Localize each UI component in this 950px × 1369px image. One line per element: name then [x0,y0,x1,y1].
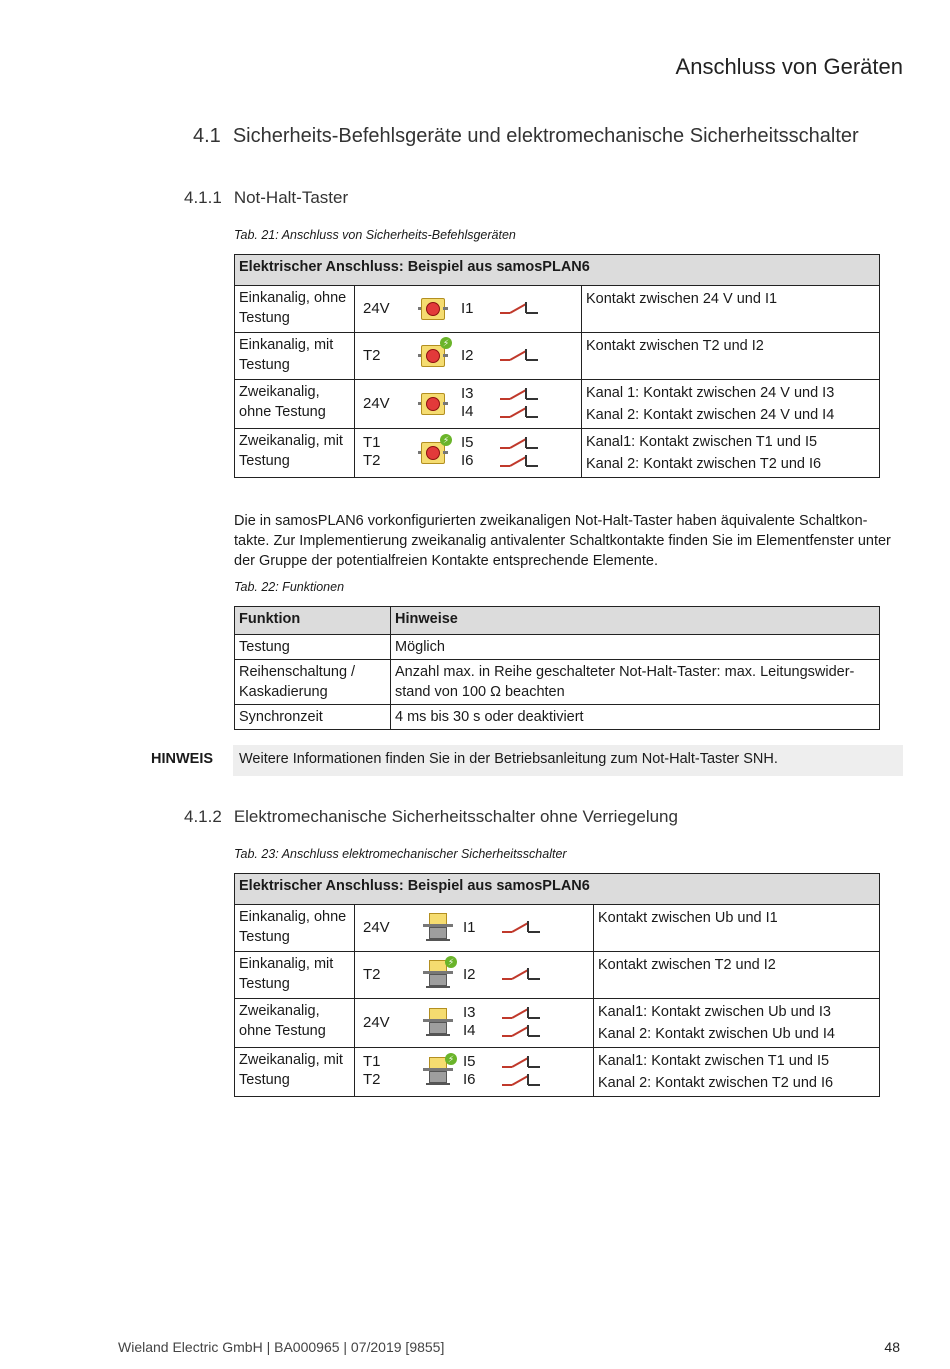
terminal-label: I6 [463,1071,476,1088]
function-table-22 [234,606,880,730]
section-title: Sicherheits-Befehlsgeräte und elektromechanische Sicherheitsschalter [232,125,859,147]
row-label: Zweikanalig, ohne Testung [235,380,355,429]
section-heading-4-1-2 [184,807,678,827]
test-pulse-icon: ⚡ [445,1053,457,1065]
switch-contact-icon [500,919,544,937]
terminal-label: T2 [363,452,381,469]
terminal-label: I5 [461,434,474,451]
connection-table-23 [234,873,880,1097]
wiring-symbol [355,380,582,429]
description-line: Kanal 2: Kontakt zwischen 24 V und I4 [586,407,835,423]
table-caption-23: Tab. 23: Anschluss elektromechanischer Sicherheitsschalter [234,847,567,861]
terminal-label: T1 [363,434,381,451]
terminal-label: T1 [363,1053,381,1070]
wiring-symbol [355,952,594,999]
terminal-label: 24V [363,1014,390,1031]
section-number: 4.1.1 [184,188,222,207]
table-row [235,905,880,952]
terminal-label: I1 [461,300,474,317]
wiring-symbol [355,905,594,952]
emergency-stop-icon [418,393,448,415]
switch-contact-icon [500,1072,544,1090]
table-row [235,999,880,1048]
table-caption-21: Tab. 21: Anschluss von Sicherheits-Befehlsgeräten [234,228,516,242]
section-heading-4-1 [193,125,859,148]
table-cell: Möglich [391,635,880,660]
table-cell: Testung [235,635,391,660]
row-label: Zweikanalig, mit Testung [235,429,355,478]
terminal-label: I4 [461,403,474,420]
note-text: Weitere Informationen finden Sie in der Betriebsanleitung zum Not-Halt-Taster SNH. [239,751,778,767]
switch-contact-icon [498,300,542,318]
terminal-label: I3 [461,385,474,402]
column-header: Funktion [235,607,391,635]
chapter-header: Anschluss von Geräten [675,54,903,79]
table-caption-22: Tab. 22: Funktionen [234,580,345,594]
description-line: Kanal 2: Kontakt zwischen T2 und I6 [586,456,822,472]
table-row [235,286,880,333]
section-number: 4.1.2 [184,807,222,826]
row-description [582,333,880,380]
terminal-label: T2 [363,1071,381,1088]
terminal-label: 24V [363,395,390,412]
row-label: Einkanalig, ohne Testung [235,905,355,952]
terminal-label: I1 [463,919,476,936]
safety-switch-icon [423,913,453,943]
table-header: Elektrischer Anschluss: Beispiel aus samosPLAN6 [235,874,880,905]
test-pulse-icon: ⚡ [445,956,457,968]
row-description [594,999,880,1048]
terminal-label: I2 [463,966,476,983]
section-title: Not-Halt-Taster [233,188,349,207]
wiring-symbol [355,286,582,333]
emergency-stop-icon [418,298,448,320]
footer-imprint: Wieland Electric GmbH | BA000965 | 07/2019 [9855] [118,1339,445,1355]
row-label: Einkanalig, ohne Testung [235,286,355,333]
description-line: Kontakt zwischen T2 und I2 [598,957,776,973]
test-pulse-icon: ⚡ [440,434,452,446]
description-line: Kanal1: Kontakt zwischen T1 und I5 [598,1053,830,1069]
terminal-label: I3 [463,1004,476,1021]
table-header: Elektrischer Anschluss: Beispiel aus samosPLAN6 [235,255,880,286]
table-row [235,1048,880,1097]
switch-contact-icon [500,966,544,984]
switch-contact-icon [498,453,542,471]
table-cell: Reihenschaltung / Kaskadierung [235,660,391,705]
row-label: Einkanalig, mit Testung [235,333,355,380]
section-number: 4.1 [193,125,221,147]
terminal-label: I4 [463,1022,476,1039]
column-header: Hinweise [391,607,880,635]
table-cell: Synchronzeit [235,705,391,730]
description-line: Kontakt zwischen T2 und I2 [586,338,764,354]
row-description [582,380,880,429]
description-line: Kontakt zwischen 24 V und I1 [586,291,778,307]
description-line: Kanal 1: Kontakt zwischen 24 V und I3 [586,385,835,401]
table-cell: Anzahl max. in Reihe geschalteter Not-Halt-Taster: max. Leitungswider-stand von 100 Ω beachten [391,660,880,705]
description-line: Kanal1: Kontakt zwischen Ub und I3 [598,1004,831,1020]
wiring-symbol [355,1048,594,1097]
wiring-symbol [355,429,582,478]
table-row [235,429,880,478]
wiring-symbol [355,999,594,1048]
test-pulse-icon: ⚡ [440,337,452,349]
description-line: Kanal1: Kontakt zwischen T1 und I5 [586,434,818,450]
terminal-label: T2 [363,347,381,364]
switch-contact-icon [498,435,542,453]
page-number: 48 [884,1339,900,1355]
switch-contact-icon [500,1023,544,1041]
row-label: Zweikanalig, ohne Testung [235,999,355,1048]
switch-contact-icon [498,347,542,365]
section-heading-4-1-1 [184,188,348,208]
description-line: Kanal 2: Kontakt zwischen Ub und I4 [598,1026,835,1042]
row-label: Zweikanalig, mit Testung [235,1048,355,1097]
table-row [235,380,880,429]
row-label: Einkanalig, mit Testung [235,952,355,999]
switch-contact-icon [498,404,542,422]
description-line: Kanal 2: Kontakt zwischen T2 und I6 [598,1075,834,1091]
terminal-label: I5 [463,1053,476,1070]
row-description [594,952,880,999]
row-description [594,905,880,952]
note-label: HINWEIS [151,751,214,767]
description-line: Kontakt zwischen Ub und I1 [598,910,778,926]
row-description [582,286,880,333]
terminal-label: 24V [363,300,390,317]
body-paragraph: Die in samosPLAN6 vorkonfigurierten zweikanaligen Not-Halt-Taster haben äquivalente Schaltkon-takte. Zur Implementierung zweikanalig antivalenter Schaltkontakte finden Sie im Elementfenster unter der Gruppe der potentialfreien Kontakte entsprechende Elemente. [234,513,891,569]
safety-switch-icon [423,1008,453,1038]
terminal-label: 24V [363,919,390,936]
table-row [235,333,880,380]
row-description [582,429,880,478]
terminal-label: T2 [363,966,381,983]
connection-table-21 [234,254,880,478]
wiring-symbol [355,333,582,380]
section-title: Elektromechanische Sicherheitsschalter ohne Verriegelung [233,807,678,826]
switch-contact-icon [500,1005,544,1023]
table-cell: 4 ms bis 30 s oder deaktiviert [391,705,880,730]
terminal-label: I6 [461,452,474,469]
terminal-label: I2 [461,347,474,364]
switch-contact-icon [498,386,542,404]
switch-contact-icon [500,1054,544,1072]
table-row [235,952,880,999]
row-description [594,1048,880,1097]
